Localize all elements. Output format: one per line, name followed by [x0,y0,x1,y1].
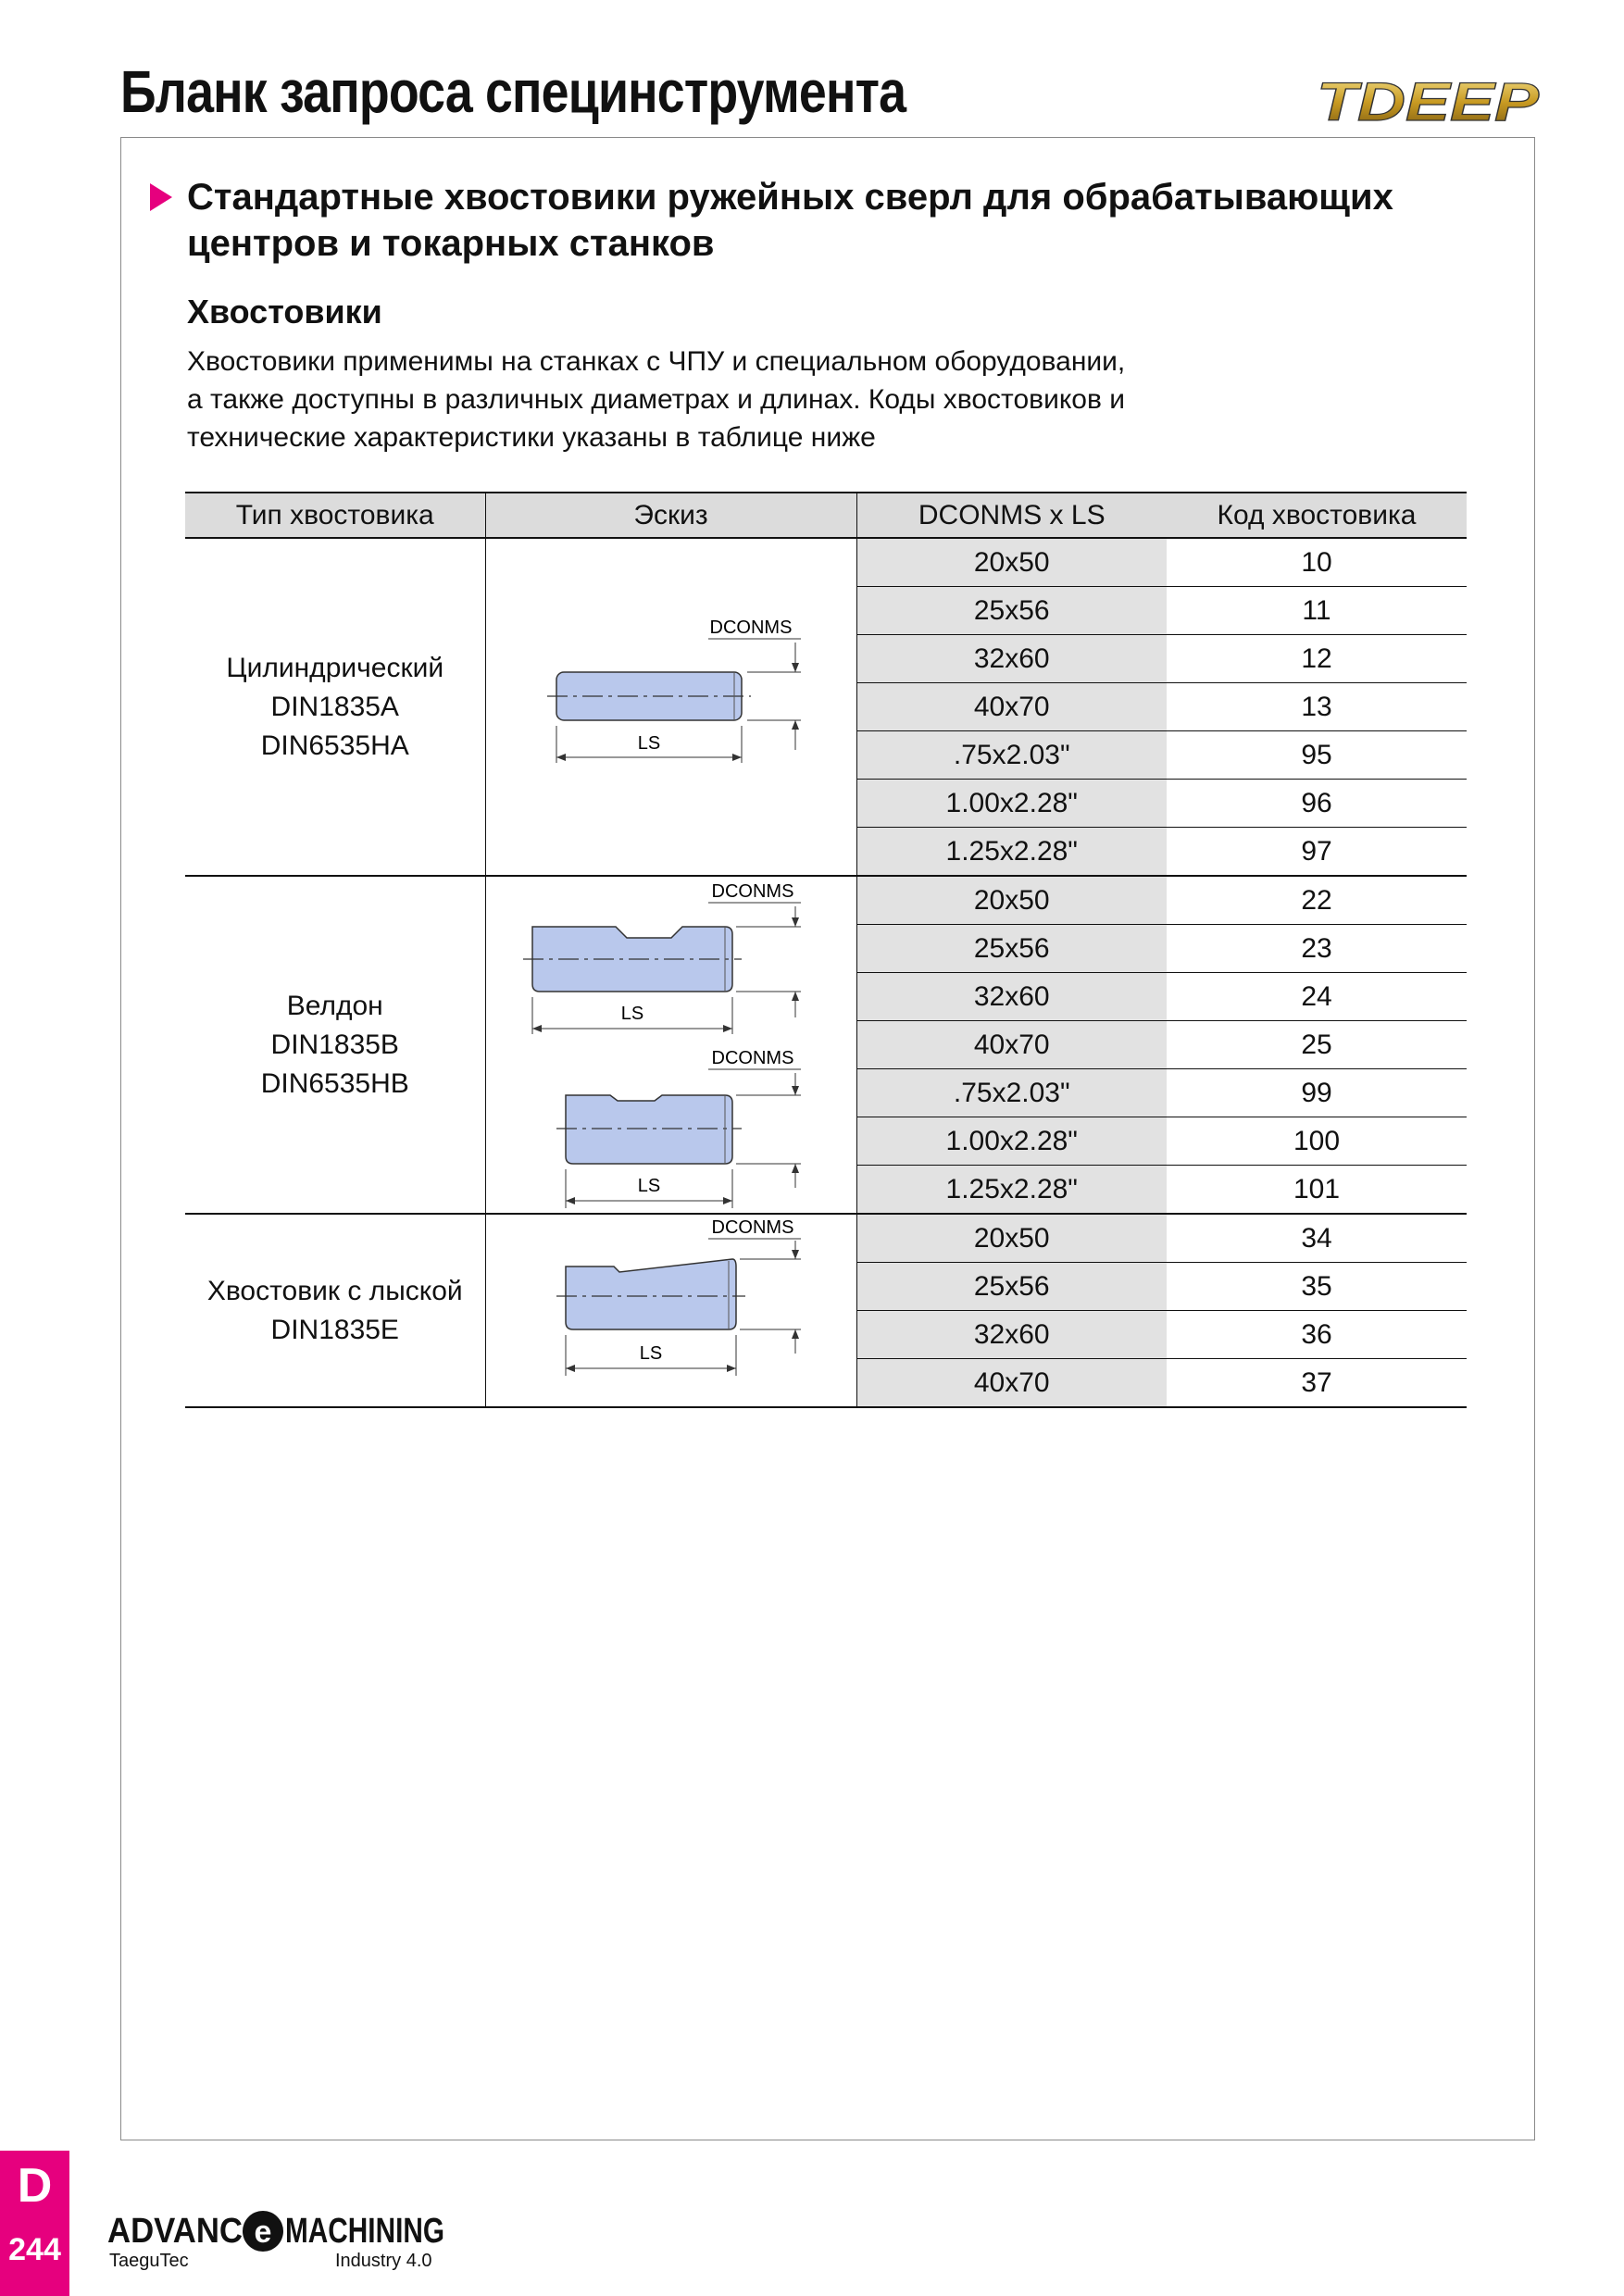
shank-type-flat [185,1214,485,1407]
dconms-label: DCONMS [709,617,792,638]
dim-cell: 1.25x2.28" [856,1166,1167,1215]
dim-cell: 40x70 [856,683,1167,731]
intro-text: Хвостовики применимы на станках с ЧПУ и специальном оборудовании, а также доступны в различных диаметрах и длинах. Коды хвостовиков и технические характеристики указаны в таблице ниже [187,346,1126,453]
dim-cell: 1.00x2.28" [856,780,1167,828]
brand-sub-right: Industry 4.0 [335,2251,432,2271]
sketch-flat [485,1214,856,1407]
dim-cell: .75x2.03" [856,731,1167,780]
dim-cell: 25x56 [856,1263,1167,1311]
code-cell: 99 [1167,1069,1467,1117]
code-cell: 24 [1167,973,1467,1021]
dim-cell: 32x60 [856,973,1167,1021]
type-line: Велдон [286,990,383,1021]
logo-text: TDEEP [1317,72,1540,132]
header-sketch: Эскиз [485,493,856,538]
shank-table [185,492,1467,1408]
type-line: DIN6535HB [260,1067,409,1099]
page-title: Бланк запроса специнструмента [120,58,906,125]
type-line: Хвостовик с лыской [206,1275,463,1306]
weldon-shank-drawing [495,879,847,1212]
dim-cell: 40x70 [856,1021,1167,1069]
type-line: DIN6535HA [260,730,409,761]
ls-label: LS [637,1175,660,1196]
header-shank-type: Тип хвостовика [185,493,485,538]
dim-cell: 20x50 [856,1214,1167,1263]
code-cell: 13 [1167,683,1467,731]
type-line: DIN1835E [270,1314,399,1345]
code-cell: 37 [1167,1359,1467,1408]
code-cell: 95 [1167,731,1467,780]
flat-shank-drawing [495,1218,847,1404]
code-cell: 12 [1167,635,1467,683]
code-cell: 11 [1167,587,1467,635]
dconms-label: DCONMS [711,1217,793,1238]
page-number: 244 [8,2232,61,2267]
dim-cell: 1.00x2.28" [856,1117,1167,1166]
subheading: Хвостовики [187,293,382,331]
brand-left: ADVANC [107,2212,243,2251]
section-bullet-icon [150,183,172,211]
dim-cell: 32x60 [856,635,1167,683]
section-title: Стандартные хвостовики ружейных сверл для обрабатывающих центров и токарных станков [187,177,1393,264]
cylindrical-shank-drawing [505,615,838,800]
ls-label: LS [639,1342,662,1364]
code-cell: 22 [1167,876,1467,925]
dim-cell: 25x56 [856,925,1167,973]
dim-cell: 40x70 [856,1359,1167,1408]
table-row [185,1214,1467,1263]
code-cell: 25 [1167,1021,1467,1069]
section-tab [0,2151,69,2296]
code-cell: 101 [1167,1166,1467,1215]
brand-e: e [254,2215,272,2250]
table-row [185,538,1467,587]
code-cell: 23 [1167,925,1467,973]
shank-type-weldon [185,876,485,1214]
header-dimensions: DCONMS x LS [856,493,1167,538]
code-cell: 97 [1167,828,1467,877]
type-line: DIN1835A [270,691,399,722]
sketch-weldon [485,876,856,1214]
dim-cell: 1.25x2.28" [856,828,1167,877]
dim-cell: 25x56 [856,587,1167,635]
tdeep-logo [1313,67,1544,135]
type-line: Цилиндрический [226,652,444,683]
dim-cell: 32x60 [856,1311,1167,1359]
shank-type-cylindrical [185,538,485,876]
brand-sub-left: TaeguTec [109,2251,189,2271]
code-cell: 100 [1167,1117,1467,1166]
brand-right: MACHINING [285,2212,444,2251]
code-cell: 35 [1167,1263,1467,1311]
code-cell: 34 [1167,1214,1467,1263]
code-cell: 10 [1167,538,1467,587]
table-row [185,876,1467,925]
dim-cell: 20x50 [856,876,1167,925]
dconms-label: DCONMS [711,880,793,902]
section-letter: D [17,2159,53,2213]
code-cell: 96 [1167,780,1467,828]
dim-cell: 20x50 [856,538,1167,587]
sketch-cylindrical [485,538,856,876]
dim-cell: .75x2.03" [856,1069,1167,1117]
header-shank-code: Код хвостовика [1167,493,1467,538]
ls-label: LS [637,732,660,754]
code-cell: 36 [1167,1311,1467,1359]
type-line: DIN1835B [270,1029,399,1060]
dconms-label: DCONMS [711,1047,793,1068]
advance-machining-logo [106,2207,448,2272]
ls-label: LS [620,1003,643,1024]
